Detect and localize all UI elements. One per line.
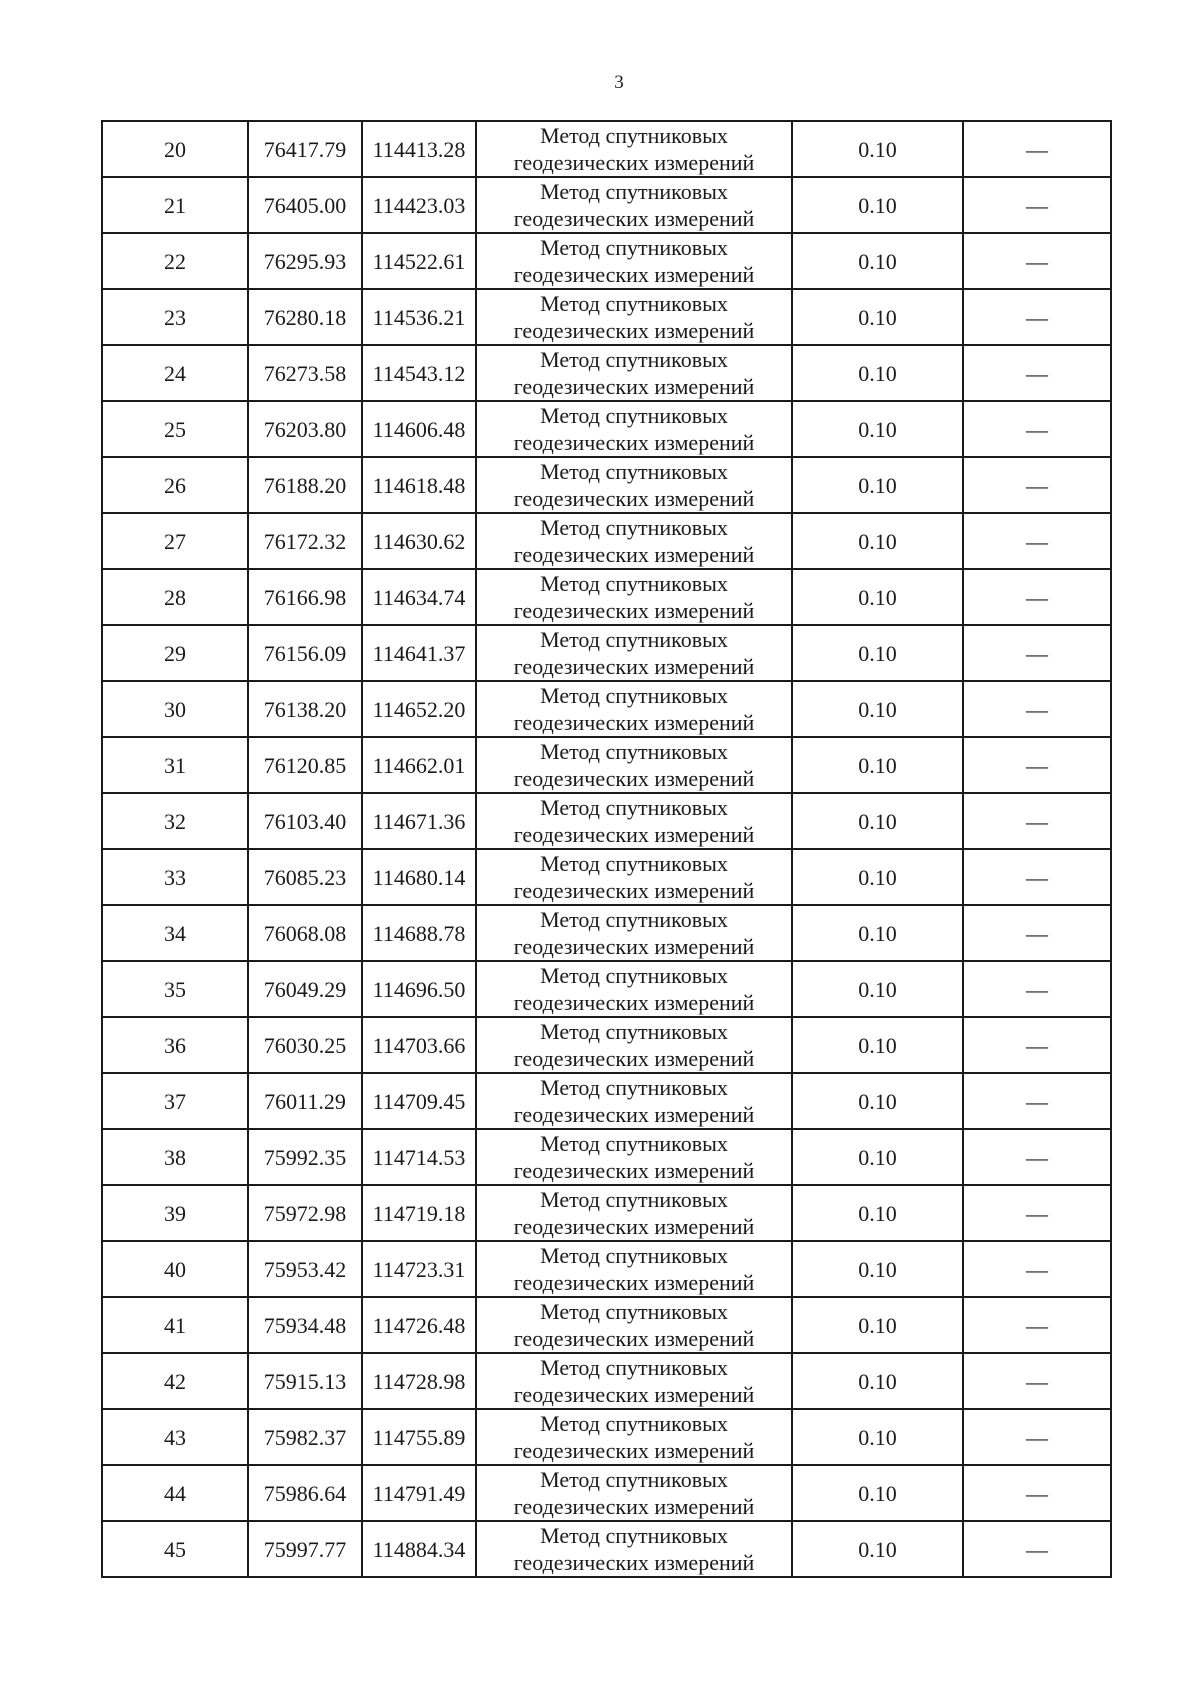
y-coordinate-cell: 114791.49 <box>362 1465 476 1521</box>
point-number-cell: 43 <box>102 1409 248 1465</box>
accuracy-cell: 0.10 <box>792 1353 963 1409</box>
method-cell <box>476 1185 792 1241</box>
accuracy-cell: 0.10 <box>792 1465 963 1521</box>
method-cell <box>476 177 792 233</box>
method-line-1: Метод спутниковых <box>540 123 728 148</box>
method-line-1: Метод спутниковых <box>540 1187 728 1212</box>
method-cell <box>476 233 792 289</box>
x-coordinate-cell: 75997.77 <box>248 1521 362 1577</box>
table-row <box>102 177 1111 233</box>
x-coordinate-cell: 75982.37 <box>248 1409 362 1465</box>
table-row <box>102 961 1111 1017</box>
y-coordinate-cell: 114536.21 <box>362 289 476 345</box>
method-line-1: Метод спутниковых <box>540 851 728 876</box>
table-row <box>102 1185 1111 1241</box>
description-cell: — <box>963 737 1111 793</box>
accuracy-cell: 0.10 <box>792 177 963 233</box>
point-number-cell: 32 <box>102 793 248 849</box>
y-coordinate-cell: 114423.03 <box>362 177 476 233</box>
y-coordinate-cell: 114723.31 <box>362 1241 476 1297</box>
point-number-cell: 22 <box>102 233 248 289</box>
method-line-2: геодезических измерений <box>513 486 755 511</box>
description-cell: — <box>963 1129 1111 1185</box>
method-line-2: геодезических измерений <box>513 878 755 903</box>
accuracy-cell: 0.10 <box>792 737 963 793</box>
method-line-1: Метод спутниковых <box>540 1467 728 1492</box>
x-coordinate-cell: 76166.98 <box>248 569 362 625</box>
x-coordinate-cell: 76273.58 <box>248 345 362 401</box>
point-number-cell: 27 <box>102 513 248 569</box>
point-number-cell: 35 <box>102 961 248 1017</box>
accuracy-cell: 0.10 <box>792 1297 963 1353</box>
method-line-1: Метод спутниковых <box>540 963 728 988</box>
method-cell <box>476 1353 792 1409</box>
method-line-1: Метод спутниковых <box>540 907 728 932</box>
accuracy-cell: 0.10 <box>792 1409 963 1465</box>
table-row <box>102 1297 1111 1353</box>
accuracy-cell: 0.10 <box>792 625 963 681</box>
x-coordinate-cell: 75953.42 <box>248 1241 362 1297</box>
method-cell <box>476 793 792 849</box>
point-number-cell: 37 <box>102 1073 248 1129</box>
description-cell: — <box>963 793 1111 849</box>
method-line-1: Метод спутниковых <box>540 627 728 652</box>
x-coordinate-cell: 76120.85 <box>248 737 362 793</box>
accuracy-cell: 0.10 <box>792 1129 963 1185</box>
description-cell: — <box>963 513 1111 569</box>
method-line-1: Метод спутниковых <box>540 571 728 596</box>
y-coordinate-cell: 114714.53 <box>362 1129 476 1185</box>
method-line-2: геодезических измерений <box>513 1494 755 1519</box>
method-line-1: Метод спутниковых <box>540 403 728 428</box>
x-coordinate-cell: 75934.48 <box>248 1297 362 1353</box>
method-line-2: геодезических измерений <box>513 990 755 1015</box>
table-row <box>102 289 1111 345</box>
table-row <box>102 737 1111 793</box>
y-coordinate-cell: 114884.34 <box>362 1521 476 1577</box>
method-line-2: геодезических измерений <box>513 1438 755 1463</box>
table-row <box>102 849 1111 905</box>
point-number-cell: 41 <box>102 1297 248 1353</box>
accuracy-cell: 0.10 <box>792 1521 963 1577</box>
method-line-2: геодезических измерений <box>513 766 755 791</box>
y-coordinate-cell: 114606.48 <box>362 401 476 457</box>
point-number-cell: 26 <box>102 457 248 513</box>
x-coordinate-cell: 76295.93 <box>248 233 362 289</box>
y-coordinate-cell: 114696.50 <box>362 961 476 1017</box>
method-line-1: Метод спутниковых <box>540 1019 728 1044</box>
method-cell <box>476 1073 792 1129</box>
description-cell: — <box>963 401 1111 457</box>
description-cell: — <box>963 849 1111 905</box>
method-cell <box>476 1409 792 1465</box>
method-cell <box>476 1521 792 1577</box>
method-line-1: Метод спутниковых <box>540 1131 728 1156</box>
point-number-cell: 45 <box>102 1521 248 1577</box>
table-row <box>102 681 1111 737</box>
method-cell <box>476 1129 792 1185</box>
method-line-2: геодезических измерений <box>513 1214 755 1239</box>
method-line-1: Метод спутниковых <box>540 179 728 204</box>
description-cell: — <box>963 1185 1111 1241</box>
table-row <box>102 513 1111 569</box>
point-number-cell: 29 <box>102 625 248 681</box>
method-cell <box>476 401 792 457</box>
method-line-2: геодезических измерений <box>513 430 755 455</box>
method-line-1: Метод спутниковых <box>540 1411 728 1436</box>
method-line-2: геодезических измерений <box>513 1550 755 1575</box>
method-line-1: Метод спутниковых <box>540 795 728 820</box>
description-cell: — <box>963 569 1111 625</box>
description-cell: — <box>963 177 1111 233</box>
method-line-1: Метод спутниковых <box>540 235 728 260</box>
method-line-2: геодезических измерений <box>513 1270 755 1295</box>
point-number-cell: 30 <box>102 681 248 737</box>
accuracy-cell: 0.10 <box>792 345 963 401</box>
description-cell: — <box>963 961 1111 1017</box>
description-cell: — <box>963 121 1111 177</box>
table-row <box>102 1241 1111 1297</box>
method-line-1: Метод спутниковых <box>540 1299 728 1324</box>
method-line-1: Метод спутниковых <box>540 1355 728 1380</box>
x-coordinate-cell: 76156.09 <box>248 625 362 681</box>
accuracy-cell: 0.10 <box>792 121 963 177</box>
point-number-cell: 38 <box>102 1129 248 1185</box>
method-line-2: геодезических измерений <box>513 1382 755 1407</box>
method-line-2: геодезических измерений <box>513 1326 755 1351</box>
table-row <box>102 121 1111 177</box>
y-coordinate-cell: 114755.89 <box>362 1409 476 1465</box>
x-coordinate-cell: 76188.20 <box>248 457 362 513</box>
y-coordinate-cell: 114522.61 <box>362 233 476 289</box>
method-line-1: Метод спутниковых <box>540 683 728 708</box>
y-coordinate-cell: 114543.12 <box>362 345 476 401</box>
table-row <box>102 457 1111 513</box>
method-line-1: Метод спутниковых <box>540 1243 728 1268</box>
table-row <box>102 793 1111 849</box>
table-row <box>102 233 1111 289</box>
x-coordinate-cell: 76172.32 <box>248 513 362 569</box>
method-line-1: Метод спутниковых <box>540 291 728 316</box>
description-cell: — <box>963 1409 1111 1465</box>
accuracy-cell: 0.10 <box>792 1241 963 1297</box>
method-line-1: Метод спутниковых <box>540 347 728 372</box>
y-coordinate-cell: 114413.28 <box>362 121 476 177</box>
method-line-2: геодезических измерений <box>513 374 755 399</box>
table-row <box>102 1465 1111 1521</box>
point-number-cell: 33 <box>102 849 248 905</box>
description-cell: — <box>963 1241 1111 1297</box>
point-number-cell: 36 <box>102 1017 248 1073</box>
accuracy-cell: 0.10 <box>792 457 963 513</box>
method-line-2: геодезических измерений <box>513 598 755 623</box>
method-cell <box>476 457 792 513</box>
accuracy-cell: 0.10 <box>792 961 963 1017</box>
method-cell <box>476 513 792 569</box>
x-coordinate-cell: 76030.25 <box>248 1017 362 1073</box>
point-number-cell: 31 <box>102 737 248 793</box>
y-coordinate-cell: 114703.66 <box>362 1017 476 1073</box>
description-cell: — <box>963 625 1111 681</box>
x-coordinate-cell: 76103.40 <box>248 793 362 849</box>
table-row <box>102 569 1111 625</box>
x-coordinate-cell: 76138.20 <box>248 681 362 737</box>
accuracy-cell: 0.10 <box>792 233 963 289</box>
method-cell <box>476 1017 792 1073</box>
method-cell <box>476 569 792 625</box>
method-line-2: геодезических измерений <box>513 542 755 567</box>
accuracy-cell: 0.10 <box>792 1017 963 1073</box>
method-line-1: Метод спутниковых <box>540 739 728 764</box>
x-coordinate-cell: 75986.64 <box>248 1465 362 1521</box>
x-coordinate-cell: 75992.35 <box>248 1129 362 1185</box>
y-coordinate-cell: 114662.01 <box>362 737 476 793</box>
y-coordinate-cell: 114618.48 <box>362 457 476 513</box>
y-coordinate-cell: 114709.45 <box>362 1073 476 1129</box>
table-row <box>102 625 1111 681</box>
method-cell <box>476 961 792 1017</box>
description-cell: — <box>963 905 1111 961</box>
method-line-2: геодезических измерений <box>513 934 755 959</box>
table-row <box>102 1073 1111 1129</box>
coordinates-table <box>101 120 1112 1578</box>
page-number: 3 <box>614 72 624 93</box>
point-number-cell: 44 <box>102 1465 248 1521</box>
x-coordinate-cell: 76280.18 <box>248 289 362 345</box>
method-line-2: геодезических измерений <box>513 1158 755 1183</box>
y-coordinate-cell: 114630.62 <box>362 513 476 569</box>
y-coordinate-cell: 114726.48 <box>362 1297 476 1353</box>
accuracy-cell: 0.10 <box>792 1073 963 1129</box>
point-number-cell: 23 <box>102 289 248 345</box>
x-coordinate-cell: 76085.23 <box>248 849 362 905</box>
method-cell <box>476 289 792 345</box>
method-line-1: Метод спутниковых <box>540 1523 728 1548</box>
description-cell: — <box>963 1297 1111 1353</box>
table-row <box>102 1521 1111 1577</box>
point-number-cell: 40 <box>102 1241 248 1297</box>
x-coordinate-cell: 76417.79 <box>248 121 362 177</box>
accuracy-cell: 0.10 <box>792 1185 963 1241</box>
x-coordinate-cell: 76011.29 <box>248 1073 362 1129</box>
method-line-1: Метод спутниковых <box>540 515 728 540</box>
table-row <box>102 401 1111 457</box>
x-coordinate-cell: 76068.08 <box>248 905 362 961</box>
method-line-2: геодезических измерений <box>513 318 755 343</box>
x-coordinate-cell: 75972.98 <box>248 1185 362 1241</box>
description-cell: — <box>963 1073 1111 1129</box>
x-coordinate-cell: 76405.00 <box>248 177 362 233</box>
coordinates-table-body <box>102 121 1111 1577</box>
point-number-cell: 28 <box>102 569 248 625</box>
y-coordinate-cell: 114728.98 <box>362 1353 476 1409</box>
point-number-cell: 39 <box>102 1185 248 1241</box>
y-coordinate-cell: 114652.20 <box>362 681 476 737</box>
method-line-1: Метод спутниковых <box>540 459 728 484</box>
y-coordinate-cell: 114641.37 <box>362 625 476 681</box>
method-line-1: Метод спутниковых <box>540 1075 728 1100</box>
accuracy-cell: 0.10 <box>792 569 963 625</box>
table-row <box>102 1353 1111 1409</box>
y-coordinate-cell: 114719.18 <box>362 1185 476 1241</box>
description-cell: — <box>963 289 1111 345</box>
accuracy-cell: 0.10 <box>792 513 963 569</box>
point-number-cell: 20 <box>102 121 248 177</box>
point-number-cell: 21 <box>102 177 248 233</box>
description-cell: — <box>963 1353 1111 1409</box>
accuracy-cell: 0.10 <box>792 793 963 849</box>
accuracy-cell: 0.10 <box>792 289 963 345</box>
description-cell: — <box>963 457 1111 513</box>
table-row <box>102 1129 1111 1185</box>
table-row <box>102 345 1111 401</box>
table-row <box>102 1409 1111 1465</box>
y-coordinate-cell: 114688.78 <box>362 905 476 961</box>
method-cell <box>476 681 792 737</box>
method-line-2: геодезических измерений <box>513 206 755 231</box>
table-row <box>102 905 1111 961</box>
description-cell: — <box>963 233 1111 289</box>
accuracy-cell: 0.10 <box>792 849 963 905</box>
point-number-cell: 34 <box>102 905 248 961</box>
method-cell <box>476 1297 792 1353</box>
description-cell: — <box>963 681 1111 737</box>
method-line-2: геодезических измерений <box>513 1102 755 1127</box>
method-line-2: геодезических измерений <box>513 822 755 847</box>
method-cell <box>476 345 792 401</box>
x-coordinate-cell: 76203.80 <box>248 401 362 457</box>
description-cell: — <box>963 345 1111 401</box>
method-cell <box>476 625 792 681</box>
method-line-2: геодезических измерений <box>513 710 755 735</box>
description-cell: — <box>963 1017 1111 1073</box>
method-cell <box>476 1465 792 1521</box>
method-cell <box>476 905 792 961</box>
method-line-2: геодезических измерений <box>513 1046 755 1071</box>
accuracy-cell: 0.10 <box>792 905 963 961</box>
accuracy-cell: 0.10 <box>792 681 963 737</box>
method-cell <box>476 849 792 905</box>
x-coordinate-cell: 76049.29 <box>248 961 362 1017</box>
y-coordinate-cell: 114680.14 <box>362 849 476 905</box>
accuracy-cell: 0.10 <box>792 401 963 457</box>
table-row <box>102 1017 1111 1073</box>
x-coordinate-cell: 75915.13 <box>248 1353 362 1409</box>
description-cell: — <box>963 1465 1111 1521</box>
y-coordinate-cell: 114634.74 <box>362 569 476 625</box>
method-cell <box>476 737 792 793</box>
method-cell <box>476 1241 792 1297</box>
method-line-2: геодезических измерений <box>513 262 755 287</box>
method-cell <box>476 121 792 177</box>
point-number-cell: 42 <box>102 1353 248 1409</box>
description-cell: — <box>963 1521 1111 1577</box>
method-line-2: геодезических измерений <box>513 150 755 175</box>
point-number-cell: 25 <box>102 401 248 457</box>
point-number-cell: 24 <box>102 345 248 401</box>
method-line-2: геодезических измерений <box>513 654 755 679</box>
y-coordinate-cell: 114671.36 <box>362 793 476 849</box>
